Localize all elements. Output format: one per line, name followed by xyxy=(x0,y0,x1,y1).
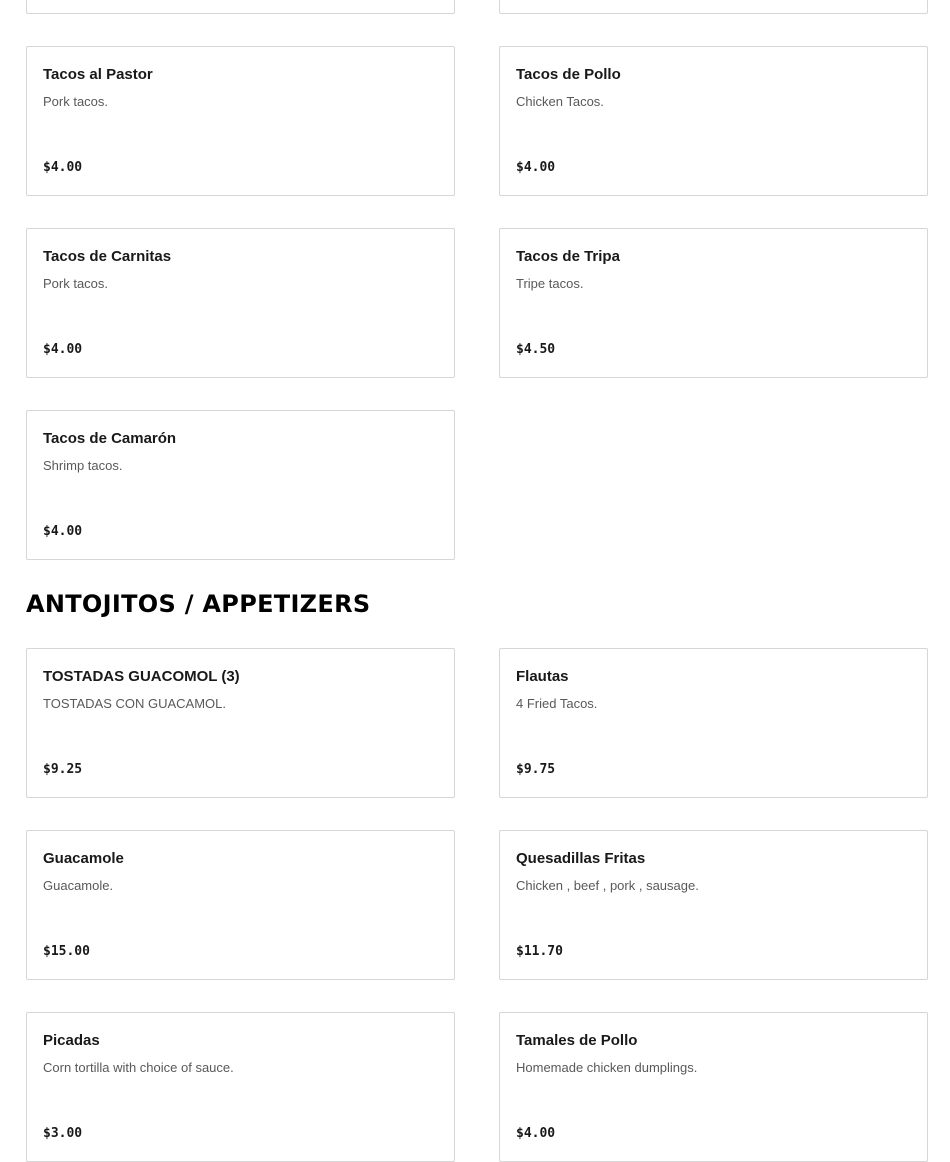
menu-item-description: TOSTADAS CON GUACAMOL. xyxy=(43,696,226,711)
menu-item-price: $4.00 xyxy=(516,1126,556,1141)
menu-item-name: Tamales de Pollo xyxy=(516,1032,638,1049)
menu-item-name: TOSTADAS GUACOMOL (3) xyxy=(43,668,240,685)
menu-item-name: Guacamole xyxy=(43,850,124,867)
menu-item-description: Corn tortilla with choice of sauce. xyxy=(43,1060,234,1075)
menu-item-name: Tacos al Pastor xyxy=(43,66,153,83)
menu-item-description: Guacamole. xyxy=(43,878,114,893)
menu-item-description: Tripe tacos. xyxy=(516,276,584,291)
menu-item-description: Shrimp tacos. xyxy=(43,458,123,473)
menu-item-name: Flautas xyxy=(516,668,569,685)
menu-item-card[interactable] xyxy=(499,830,928,980)
menu-item-card[interactable] xyxy=(26,410,455,560)
menu-item-price: $9.25 xyxy=(43,762,83,777)
menu-item-card[interactable] xyxy=(499,46,928,196)
menu-item-name: Picadas xyxy=(43,1032,100,1049)
menu-item-description: Homemade chicken dumplings. xyxy=(516,1060,698,1075)
section-heading-appetizers: ANTOJITOS / APPETIZERS xyxy=(26,590,371,618)
menu-item-card[interactable] xyxy=(26,648,455,798)
menu-item-description: Pork tacos. xyxy=(43,276,109,291)
menu-item-price: $9.75 xyxy=(516,762,556,777)
menu-item-card[interactable] xyxy=(26,228,455,378)
menu-item-card[interactable] xyxy=(499,1012,928,1162)
menu-item-card[interactable] xyxy=(26,830,455,980)
menu-item-name: Quesadillas Fritas xyxy=(516,850,646,867)
menu-item-card-partial[interactable] xyxy=(26,0,455,14)
menu-item-card[interactable] xyxy=(26,46,455,196)
menu-item-price: $4.00 xyxy=(516,160,556,175)
menu-item-card[interactable] xyxy=(499,228,928,378)
menu-item-card-partial[interactable] xyxy=(499,0,928,14)
menu-item-price: $4.50 xyxy=(516,342,556,357)
menu-item-name: Tacos de Carnitas xyxy=(43,248,172,265)
menu-item-name: Tacos de Camarón xyxy=(43,430,177,447)
menu-item-price: $3.00 xyxy=(43,1126,83,1141)
menu-item-price: $15.00 xyxy=(43,944,90,959)
menu-item-card[interactable] xyxy=(26,1012,455,1162)
menu-item-price: $11.70 xyxy=(516,944,563,959)
menu-item-description: 4 Fried Tacos. xyxy=(516,696,598,711)
menu-item-name: Tacos de Pollo xyxy=(516,66,621,83)
menu-item-name: Tacos de Tripa xyxy=(516,248,620,265)
menu-item-price: $4.00 xyxy=(43,342,83,357)
menu-item-description: Chicken , beef , pork , sausage. xyxy=(516,878,699,893)
menu-item-description: Pork tacos. xyxy=(43,94,109,109)
menu-item-price: $4.00 xyxy=(43,160,83,175)
menu-item-card[interactable] xyxy=(499,648,928,798)
menu-item-description: Chicken Tacos. xyxy=(516,94,604,109)
menu-item-price: $4.00 xyxy=(43,524,83,539)
